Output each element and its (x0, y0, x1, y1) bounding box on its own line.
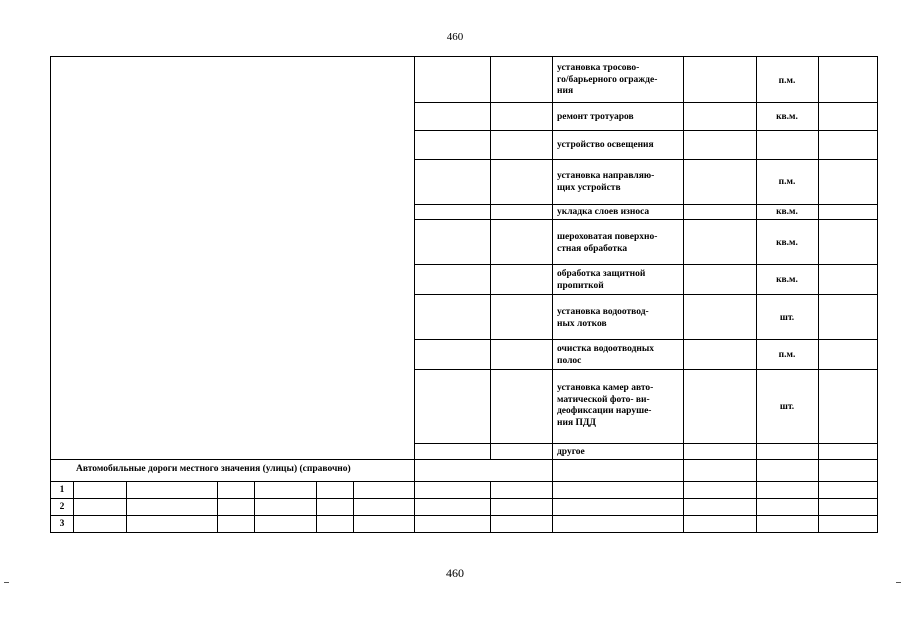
section-title: Автомобильные дороги местного значения (улицы) (справочно) (76, 464, 351, 474)
page-number-bottom: 460 (446, 566, 464, 580)
row-number: 2 (59, 502, 65, 512)
work-item-label: очистка водоотводных полос (557, 344, 655, 366)
unit-label: кв.м. (776, 238, 798, 248)
unit-label: кв.м. (776, 275, 798, 285)
row-number: 3 (59, 519, 65, 529)
margin-mark-right (896, 582, 901, 583)
work-item-label: установка тросово- го/барьерного огражде- ния (557, 63, 658, 96)
work-item-label: другое (557, 447, 585, 457)
unit-label: п.м. (778, 350, 796, 360)
work-item-label: устройство освещения (557, 140, 654, 150)
work-item-label: укладка слоев износа (557, 207, 650, 217)
page-number-top: 460 (446, 31, 464, 43)
work-item-label: установка камер авто- матической фото- ви- деофиксации наруше- ния ПДД (557, 383, 654, 428)
unit-label: п.м. (778, 177, 796, 187)
work-item-label: установка водоотвод- ных лотков (557, 307, 649, 329)
work-item-label: установка направляю- щих устройств (557, 171, 655, 193)
unit-label: шт. (779, 402, 795, 412)
unit-label: кв.м. (776, 207, 798, 217)
work-item-label: обработка защитной пропиткой (557, 269, 646, 291)
work-item-label: шероховатая поверхно- стная обработка (557, 232, 658, 254)
work-item-label: ремонт тротуаров (557, 112, 634, 122)
unit-label: шт. (779, 313, 795, 323)
unit-label: п.м. (778, 76, 796, 86)
margin-mark-left (4, 582, 9, 583)
unit-label: кв.м. (776, 112, 798, 122)
row-number: 1 (59, 485, 65, 495)
